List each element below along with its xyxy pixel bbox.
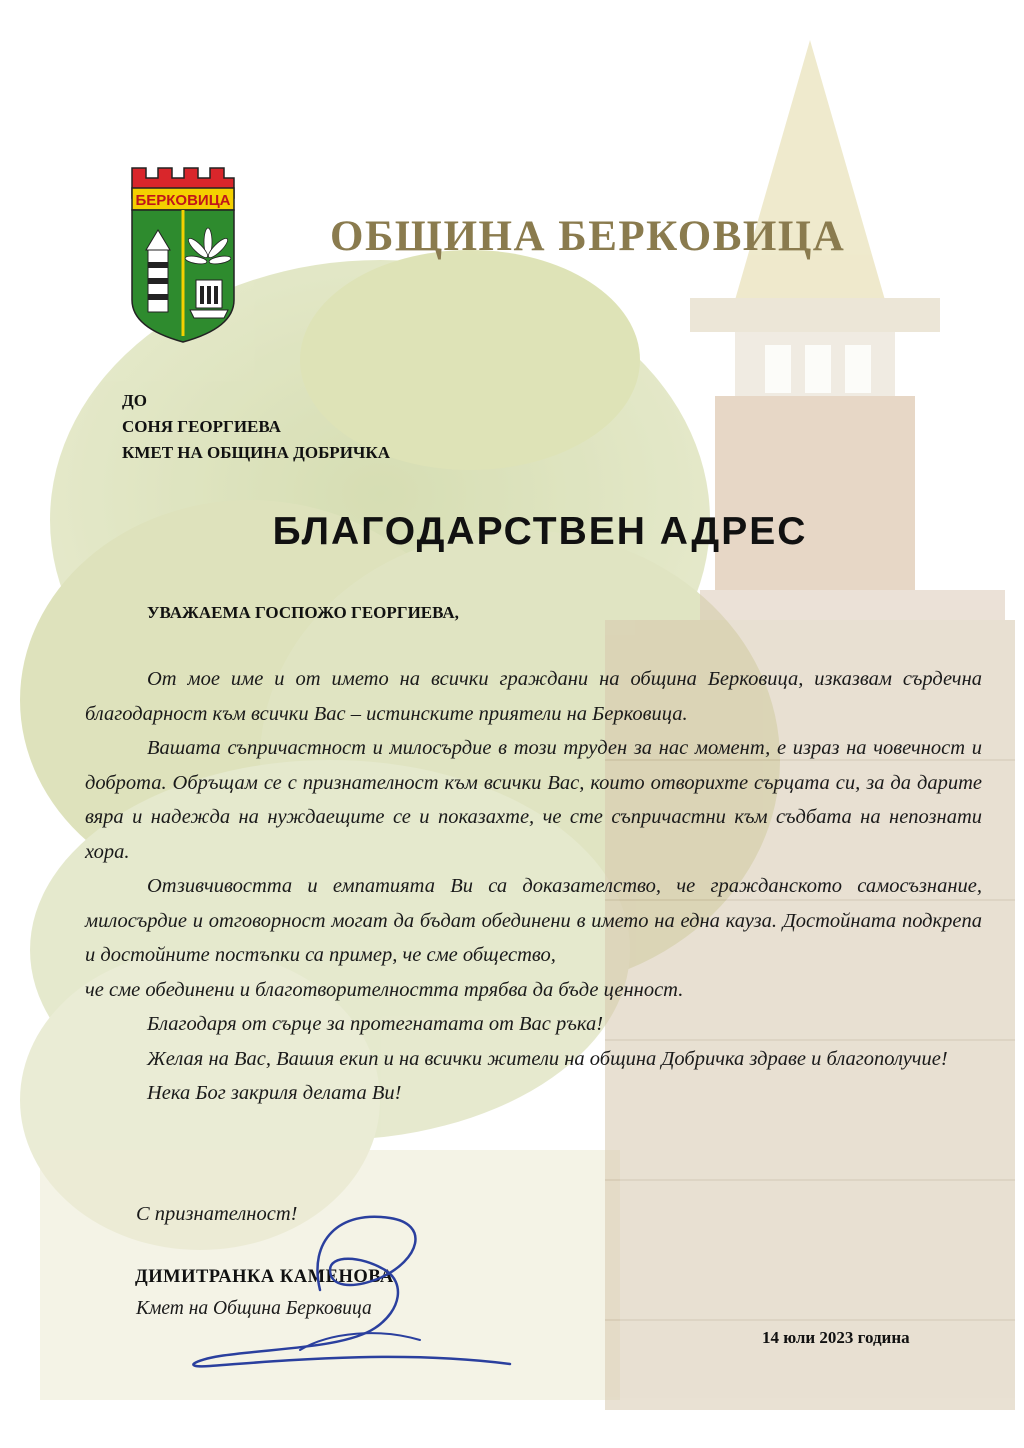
letter-body: [85, 662, 982, 1111]
paragraph: Желая на Вас, Вашия екип и на всички жители на община Добричка здраве и благополучие!: [147, 1047, 948, 1070]
paragraph: Отзивчивостта и емпатията Ви са доказателство, че гражданското самосъзнание, милосърдие и отговорност могат да бъдат обединени в името на една кауза. Достойната подкрепа и достойните постъпки са пример, че сме общество,: [85, 875, 982, 966]
closing-phrase: С признателност!: [136, 1203, 298, 1225]
crest-text: БЕРКОВИЦА: [135, 192, 231, 209]
paragraph: От мое име и от името на всички граждани на община Берковица, изказвам сърдечна благодарност към всички Вас – истинските приятели на Берковица.: [85, 668, 982, 725]
addressee-to: ДО: [122, 391, 147, 410]
salutation: УВАЖАЕМА ГОСПОЖО ГЕОРГИЕВА,: [147, 603, 459, 622]
paragraph: Вашата съпричастност и милосърдие в този труден за нас момент, е израз на човечност и доброта. Обръщам се с признателност към всички Вас, които отворихте сърцата си, за да дарите вяра и надежда на нуждаещите се и показахте, че сте съпричастни към съдбата на непознати хора.: [85, 737, 982, 863]
document-date: 14 юли 2023 година: [762, 1328, 910, 1347]
municipality-title: ОБЩИНА БЕРКОВИЦА: [330, 213, 846, 260]
handwritten-signature: [180, 1200, 525, 1380]
signer-role: Кмет на Община Берковица: [136, 1298, 372, 1319]
paragraph: Нека Бог закриля делата Ви!: [147, 1082, 402, 1104]
signer-name: ДИМИТРАНКА КАМЕНОВА: [135, 1267, 394, 1287]
paragraph: Благодаря от сърце за протегнатата от Вас ръка!: [147, 1013, 604, 1035]
addressee-name: СОНЯ ГЕОРГИЕВА: [122, 417, 281, 436]
paragraph: че сме обединени и благотворителността трябва да бъде ценност.: [85, 978, 684, 1001]
coat-of-arms-logo: [128, 160, 238, 345]
addressee-position: КМЕТ НА ОБЩИНА ДОБРИЧКА: [122, 443, 390, 462]
addressee-block: [122, 388, 390, 466]
document-title: БЛАГОДАРСТВЕН АДРЕС: [272, 510, 808, 553]
